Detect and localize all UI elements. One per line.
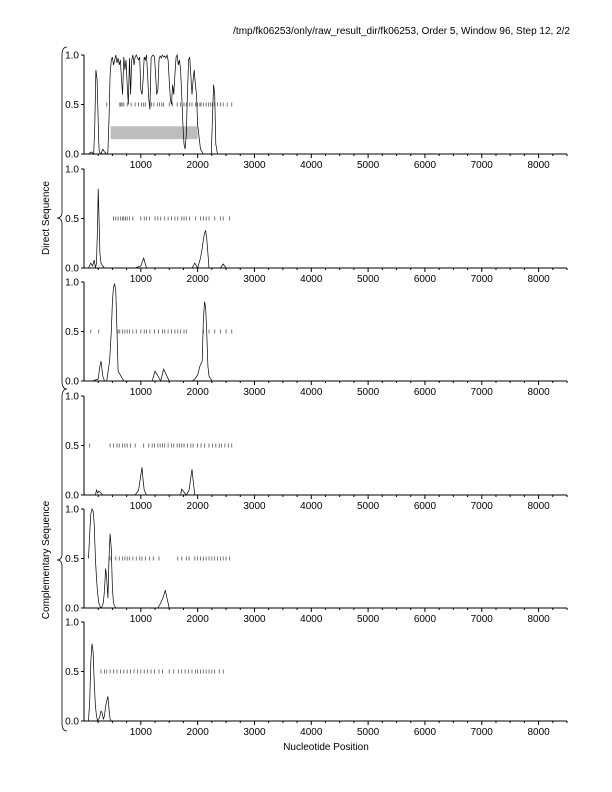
panel-1 (65, 51, 567, 172)
x-tick-label: 5000 (356, 160, 380, 171)
x-tick-label: 4000 (300, 727, 323, 738)
group-label-complementary: Complementary Sequence (41, 500, 52, 620)
x-tick-label: 2000 (186, 501, 209, 512)
coding-potential-line (89, 189, 568, 268)
x-axis-title: Nucleotide Position (283, 742, 369, 753)
x-tick-label: 3000 (243, 160, 266, 171)
x-tick-label: 3000 (243, 501, 266, 512)
x-tick-label: 7000 (470, 160, 493, 171)
y-tick-label: 1.0 (65, 617, 79, 629)
x-tick-label: 6000 (413, 727, 437, 738)
y-tick-label: 1.0 (65, 277, 79, 289)
panel-3 (65, 278, 567, 399)
y-tick-label: 0.5 (65, 441, 79, 452)
x-tick-label: 2000 (186, 160, 209, 171)
x-tick-label: 4000 (300, 274, 323, 285)
panel-4 (65, 392, 567, 513)
x-tick-label: 2000 (186, 614, 209, 625)
x-tick-label: 1000 (129, 501, 152, 512)
x-tick-label: 3000 (243, 274, 266, 285)
x-tick-label: 5000 (356, 501, 380, 512)
y-tick-label: 1.0 (65, 391, 79, 403)
x-tick-label: 7000 (470, 274, 493, 285)
y-tick-label: 0.0 (65, 149, 79, 161)
x-tick-label: 8000 (527, 160, 550, 171)
coding-potential-line (89, 644, 568, 721)
x-tick-label: 5000 (356, 727, 380, 738)
y-tick-label: 0.0 (65, 376, 79, 388)
x-tick-label: 4000 (300, 501, 323, 512)
coding-potential-line (89, 284, 568, 381)
x-tick-label: 8000 (527, 387, 550, 398)
x-tick-label: 1000 (129, 160, 152, 171)
x-tick-label: 6000 (413, 387, 437, 398)
panel-2 (65, 165, 567, 286)
y-tick-label: 0.0 (65, 716, 79, 728)
y-tick-label: 0.5 (65, 667, 79, 678)
x-tick-label: 8000 (527, 274, 550, 285)
x-tick-label: 8000 (527, 727, 550, 738)
x-tick-label: 3000 (243, 614, 266, 625)
x-tick-label: 7000 (470, 501, 493, 512)
x-tick-label: 4000 (300, 160, 323, 171)
x-tick-label: 7000 (470, 387, 493, 398)
x-tick-label: 1000 (129, 614, 152, 625)
coding-potential-line (89, 467, 568, 495)
x-tick-label: 7000 (470, 727, 493, 738)
x-tick-label: 6000 (413, 160, 437, 171)
x-tick-label: 6000 (413, 614, 437, 625)
run-header: /tmp/fk06253/only/raw_result_dir/fk06253, Order 5, Window 96, Step 12, 2/2 (233, 26, 570, 37)
x-tick-label: 5000 (356, 387, 380, 398)
y-tick-label: 0.5 (65, 100, 79, 111)
y-tick-label: 1.0 (65, 504, 79, 516)
y-tick-label: 0.5 (65, 327, 79, 338)
x-tick-label: 7000 (470, 614, 493, 625)
y-tick-label: 0.0 (65, 263, 79, 275)
x-tick-label: 4000 (300, 387, 323, 398)
chart-panels (65, 51, 567, 739)
coding-potential-line (89, 509, 568, 608)
x-tick-label: 8000 (527, 501, 550, 512)
x-tick-label: 4000 (300, 614, 323, 625)
x-tick-label: 2000 (186, 387, 209, 398)
x-tick-label: 1000 (129, 387, 152, 398)
x-tick-label: 1000 (129, 727, 152, 738)
y-tick-label: 1.0 (65, 50, 79, 62)
x-tick-label: 6000 (413, 501, 437, 512)
y-tick-label: 0.5 (65, 214, 79, 225)
x-tick-label: 3000 (243, 387, 266, 398)
x-tick-label: 8000 (527, 614, 550, 625)
x-tick-label: 2000 (186, 727, 209, 738)
x-tick-label: 3000 (243, 727, 266, 738)
x-tick-label: 5000 (356, 274, 380, 285)
y-tick-label: 0.0 (65, 490, 79, 502)
panel-5 (65, 505, 567, 626)
panel-6 (65, 618, 567, 739)
y-tick-label: 0.5 (65, 554, 79, 565)
y-tick-label: 1.0 (65, 164, 79, 176)
y-tick-label: 0.0 (65, 603, 79, 615)
predicted-region-box (111, 126, 198, 139)
group-label-direct: Direct Sequence (41, 181, 52, 255)
x-tick-label: 1000 (129, 274, 152, 285)
x-tick-label: 2000 (186, 274, 209, 285)
x-tick-label: 6000 (413, 274, 437, 285)
x-tick-label: 5000 (356, 614, 380, 625)
